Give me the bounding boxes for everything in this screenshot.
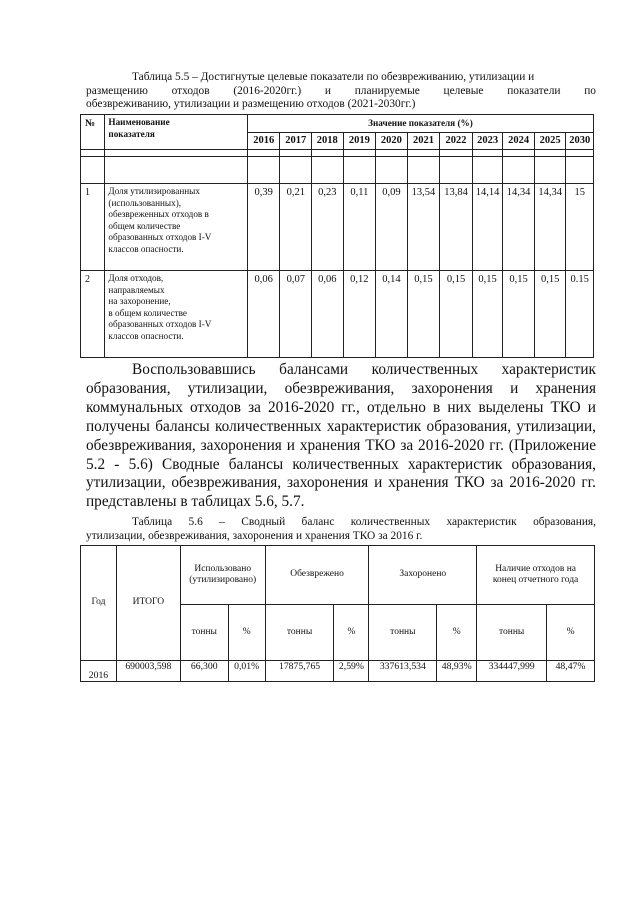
data-buried-percent: 48,93% <box>437 661 477 682</box>
spacer-cell <box>105 157 248 184</box>
unit-percent: % <box>547 605 595 661</box>
row-name-line: Доля отходов, <box>108 273 164 283</box>
data-used-tons: 66,300 <box>180 661 228 682</box>
data-total: 690003,598 <box>116 661 180 682</box>
row-num: 2 <box>81 271 105 358</box>
row-num: 1 <box>81 184 105 271</box>
table55-caption-line: Таблица 5.5 – Достигнутые целевые показатели по обезвреживанию, утилизации и <box>132 71 535 83</box>
year-cell: 2021 <box>407 133 440 150</box>
value-cell: 0,21 <box>280 184 312 271</box>
value-cell: 0,15 <box>534 271 566 358</box>
value-cell: 0,07 <box>280 271 312 358</box>
table-row <box>81 661 595 682</box>
spacer-cell <box>534 157 566 184</box>
spacer-cell <box>472 150 503 157</box>
table55-caption-line: обезвреживанию, утилизации и размещению отходов (2021-2030гг.) <box>86 98 416 110</box>
data-year: 2016 <box>81 661 117 682</box>
table-5-6 <box>80 545 595 682</box>
table55-header-row <box>81 115 594 133</box>
value-cell: 0,15 <box>472 271 503 358</box>
value-cell: 0,12 <box>343 271 376 358</box>
spacer-cell <box>247 157 280 184</box>
paragraph-line: образования, утилизации, обезвреживания, захоронения и хранения <box>86 379 596 397</box>
paragraph-line: 5.2 - 5.6) Сводные балансы количественных характеристик образования, <box>86 455 596 473</box>
data-neutralized-percent: 2,59% <box>334 661 369 682</box>
row-name-line: обезвреженных отходов в <box>108 209 209 219</box>
value-cell: 14,34 <box>534 184 566 271</box>
data-stock-percent: 48,47% <box>547 661 595 682</box>
header-name <box>105 115 248 150</box>
value-cell: 13,84 <box>440 184 473 271</box>
value-cell: 0,15 <box>407 271 440 358</box>
paragraph-line: представлены в таблицах 5.6, 5.7. <box>86 493 305 511</box>
body-paragraph <box>86 361 596 512</box>
year-cell: 2019 <box>343 133 376 150</box>
table-row <box>81 271 594 358</box>
year-cell: 2030 <box>566 133 594 150</box>
row-name <box>105 271 248 358</box>
table-5-5 <box>80 114 594 358</box>
value-cell: 15 <box>566 184 594 271</box>
spacer-cell <box>105 150 248 157</box>
value-cell: 0,11 <box>343 184 376 271</box>
year-cell: 2017 <box>280 133 312 150</box>
row-name-line: классов опасности. <box>108 243 184 254</box>
row-name-line: образованных отходов I-V <box>108 232 212 242</box>
header-num: № <box>81 115 105 150</box>
value-cell: 0,06 <box>247 271 280 358</box>
spacer-cell <box>280 150 312 157</box>
row-name-line: классов опасности. <box>108 330 184 341</box>
paragraph-line: утилизации, обезвреживания, захоронения и хранения ТКО за 2016-2020 гг. <box>86 474 596 492</box>
paragraph-line: Воспользовавшись балансами количественных характеристик <box>132 361 596 378</box>
spacer-cell <box>440 150 473 157</box>
header-year: Год <box>81 546 117 661</box>
value-cell: 0,23 <box>312 184 344 271</box>
spacer-cell <box>343 157 376 184</box>
year-cell: 2018 <box>312 133 344 150</box>
year-cell: 2022 <box>440 133 473 150</box>
unit-tons: тонны <box>477 605 547 661</box>
spacer-cell <box>376 150 408 157</box>
unit-tons: тонны <box>265 605 334 661</box>
header-total: ИТОГО <box>116 546 180 661</box>
table56-header-row <box>81 546 595 605</box>
header-stock-line: конец отчетного года <box>492 575 579 585</box>
spacer-cell <box>503 157 535 184</box>
table56-caption <box>86 516 596 543</box>
spacer-cell <box>81 157 105 184</box>
value-cell: 0,15 <box>503 271 535 358</box>
header-name-line: Наименование <box>108 117 170 127</box>
paragraph-line: получены балансы количественных характеристик образования, утилизации, <box>86 417 596 435</box>
table56-caption-line: Таблица 5.6 – Сводный баланс количественных характеристик образования, <box>132 516 596 528</box>
paragraph-line: обезвреживания, захоронения и хранения ТКО за 2016-2020 гг. (Приложение <box>86 436 596 454</box>
row-name-line: направляемых <box>108 284 165 295</box>
year-cell: 2016 <box>247 133 280 150</box>
table-row <box>81 157 594 184</box>
data-stock-tons: 334447,999 <box>477 661 547 682</box>
value-cell: 0.15 <box>566 271 594 358</box>
spacer-cell <box>503 150 535 157</box>
unit-tons: тонны <box>180 605 228 661</box>
spacer-cell <box>472 157 503 184</box>
row-name-line: на захоронение, <box>108 296 171 306</box>
spacer-cell <box>566 157 594 184</box>
spacer-cell <box>312 157 344 184</box>
spacer-cell <box>81 150 105 157</box>
value-cell: 0,15 <box>440 271 473 358</box>
value-cell: 0,06 <box>312 271 344 358</box>
header-value: Значение показателя (%) <box>247 115 593 133</box>
year-cell: 2024 <box>503 133 535 150</box>
header-used-line: (утилизировано) <box>189 575 257 585</box>
table56-caption-line: утилизации, обезвреживания, захоронения и хранения ТКО за 2016 г. <box>86 529 423 542</box>
spacer-cell <box>440 157 473 184</box>
header-stock <box>477 546 595 605</box>
header-stock-line: Наличие отходов на <box>495 563 577 574</box>
spacer-cell <box>566 150 594 157</box>
header-used <box>180 546 265 605</box>
row-name-line: в общем количестве <box>108 307 187 318</box>
row-name-line: общем количестве <box>108 220 181 231</box>
table-row <box>81 150 594 157</box>
row-name-line: (использованных), <box>108 197 182 208</box>
year-cell: 2025 <box>534 133 566 150</box>
paragraph-line: коммунальных отходов за 2016-2020 гг., отдельно в них выделены ТКО и <box>86 398 596 416</box>
row-name-line: образованных отходов I-V <box>108 319 212 329</box>
spacer-cell <box>407 150 440 157</box>
spacer-cell <box>407 157 440 184</box>
header-used-line: Использовано <box>194 563 252 574</box>
spacer-cell <box>534 150 566 157</box>
row-name <box>105 184 248 271</box>
spacer-cell <box>247 150 280 157</box>
spacer-cell <box>376 157 408 184</box>
value-cell: 14,14 <box>472 184 503 271</box>
value-cell: 14,34 <box>503 184 535 271</box>
unit-tons: тонны <box>369 605 437 661</box>
table55-caption <box>86 71 596 112</box>
header-name-line: показателя <box>108 128 155 139</box>
unit-percent: % <box>228 605 265 661</box>
unit-percent: % <box>437 605 477 661</box>
table55-caption-line: размещению отходов (2016-2020гг.) и планируемые целевые показатели по <box>86 84 596 97</box>
header-buried: Захоронено <box>369 546 477 605</box>
table-row <box>81 184 594 271</box>
value-cell: 0,14 <box>376 271 408 358</box>
data-neutralized-tons: 17875,765 <box>265 661 334 682</box>
value-cell: 0,09 <box>376 184 408 271</box>
spacer-cell <box>312 150 344 157</box>
data-buried-tons: 337613,534 <box>369 661 437 682</box>
year-cell: 2023 <box>472 133 503 150</box>
value-cell: 13,54 <box>407 184 440 271</box>
data-used-percent: 0,01% <box>228 661 265 682</box>
spacer-cell <box>280 157 312 184</box>
spacer-cell <box>343 150 376 157</box>
row-name-line: Доля утилизированных <box>108 186 200 196</box>
year-cell: 2020 <box>376 133 408 150</box>
header-neutralized: Обезврежено <box>265 546 369 605</box>
unit-percent: % <box>334 605 369 661</box>
value-cell: 0,39 <box>247 184 280 271</box>
